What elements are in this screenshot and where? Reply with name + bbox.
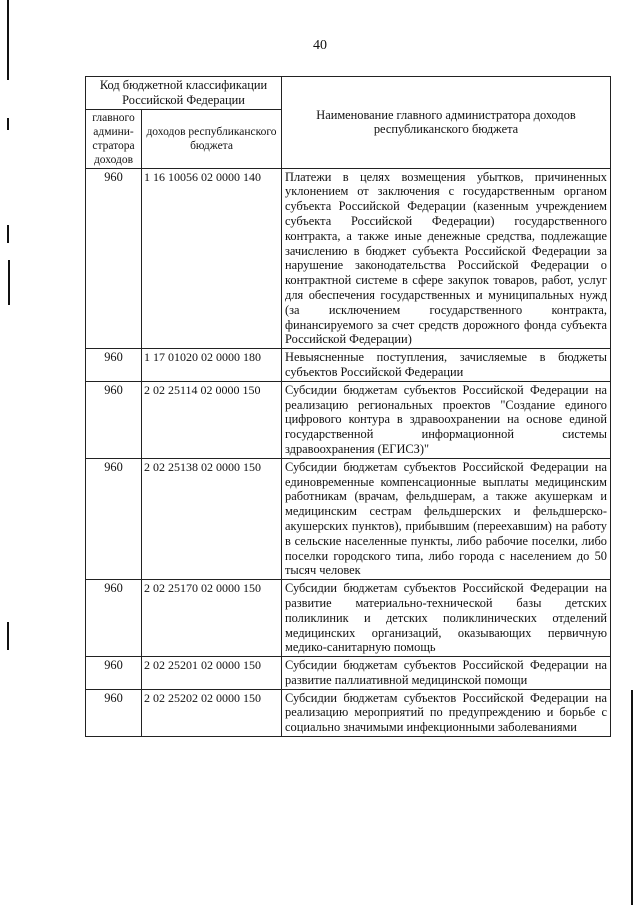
income-name-cell: Субсидии бюджетам субъектов Российской Федерации на развитие материально-технической базы детских поликлиник и детских поликлинических отделений медицинских организаций, оказывающих первичную медико-санитарную помощь bbox=[282, 580, 611, 657]
table-row bbox=[86, 168, 611, 349]
income-name-cell: Субсидии бюджетам субъектов Российской Федерации на развитие паллиативной медицинской помощи bbox=[282, 657, 611, 690]
income-code-cell: 2 02 25170 02 0000 150 bbox=[142, 580, 282, 657]
budget-classification-table bbox=[85, 76, 611, 737]
income-code-cell: 1 16 10056 02 0000 140 bbox=[142, 168, 282, 349]
income-code-cell: 2 02 25138 02 0000 150 bbox=[142, 458, 282, 579]
income-code-cell: 1 17 01020 02 0000 180 bbox=[142, 349, 282, 382]
header-code-column: доходов республиканского бюджета bbox=[142, 109, 282, 168]
table-row bbox=[86, 458, 611, 579]
scan-edge-mark bbox=[7, 118, 9, 130]
table-row bbox=[86, 657, 611, 690]
admin-code-cell: 960 bbox=[86, 689, 142, 736]
scan-edge-mark bbox=[7, 225, 9, 243]
scan-edge-mark bbox=[7, 622, 9, 650]
income-name-cell: Субсидии бюджетам субъектов Российской Федерации на реализацию мероприятий по предупреждению и борьбе с социально значимыми инфекционными заболеваниями bbox=[282, 689, 611, 736]
income-name-cell: Субсидии бюджетам субъектов Российской Федерации на единовременные компенсационные выплаты медицинским работникам (врачам, фельдшерам, а также акушеркам и медицинским сестрам фельдшерских и фельдшерско-акушерских пунктов), прибывшим (переехавшим) на работу в сельские населенные пункты, либо рабочие поселки, либо поселки городского типа, либо города с населением до 50 тысяч человек bbox=[282, 458, 611, 579]
table-row bbox=[86, 580, 611, 657]
admin-code-cell: 960 bbox=[86, 168, 142, 349]
page-number: 40 bbox=[313, 38, 327, 53]
table-row bbox=[86, 349, 611, 382]
scan-edge-mark bbox=[8, 260, 10, 305]
income-name-cell: Невыясненные поступления, зачисляемые в бюджеты субъектов Российской Федерации bbox=[282, 349, 611, 382]
table-header-row bbox=[86, 77, 611, 110]
admin-code-cell: 960 bbox=[86, 580, 142, 657]
scan-edge-mark bbox=[631, 690, 633, 905]
income-name-cell: Субсидии бюджетам субъектов Российской Федерации на реализацию региональных проектов "Создание единого цифрового контура в здравоохранении на основе единой государственной информационной системы здравоохранения (ЕГИСЗ)" bbox=[282, 381, 611, 458]
admin-code-cell: 960 bbox=[86, 381, 142, 458]
income-code-cell: 2 02 25201 02 0000 150 bbox=[142, 657, 282, 690]
header-admin-column: главного админи-стратора доходов bbox=[86, 109, 142, 168]
header-group-label: Код бюджетной классификации Российской Федерации bbox=[86, 77, 282, 110]
admin-code-cell: 960 bbox=[86, 349, 142, 382]
income-code-cell: 2 02 25202 02 0000 150 bbox=[142, 689, 282, 736]
header-name-column: Наименование главного администратора доходов республиканского бюджета bbox=[282, 77, 611, 169]
admin-code-cell: 960 bbox=[86, 657, 142, 690]
table-row bbox=[86, 689, 611, 736]
income-name-cell: Платежи в целях возмещения убытков, причиненных уклонением от заключения с государственным органом субъекта Российской Федерации (казенным учреждением субъекта Российской Федерации) государственного контракта, а также иные денежные средства, подлежащие зачислению в бюджет субъекта Российской Федерации за нарушение законодательства Российской Федерации о контрактной системе в сфере закупок товаров, работ, услуг для обеспечения государственных и муниципальных нужд (за исключением государственного контракта, финансируемого за счет средств дорожного фонда субъекта Российской Федерации) bbox=[282, 168, 611, 349]
admin-code-cell: 960 bbox=[86, 458, 142, 579]
income-code-cell: 2 02 25114 02 0000 150 bbox=[142, 381, 282, 458]
table-row bbox=[86, 381, 611, 458]
